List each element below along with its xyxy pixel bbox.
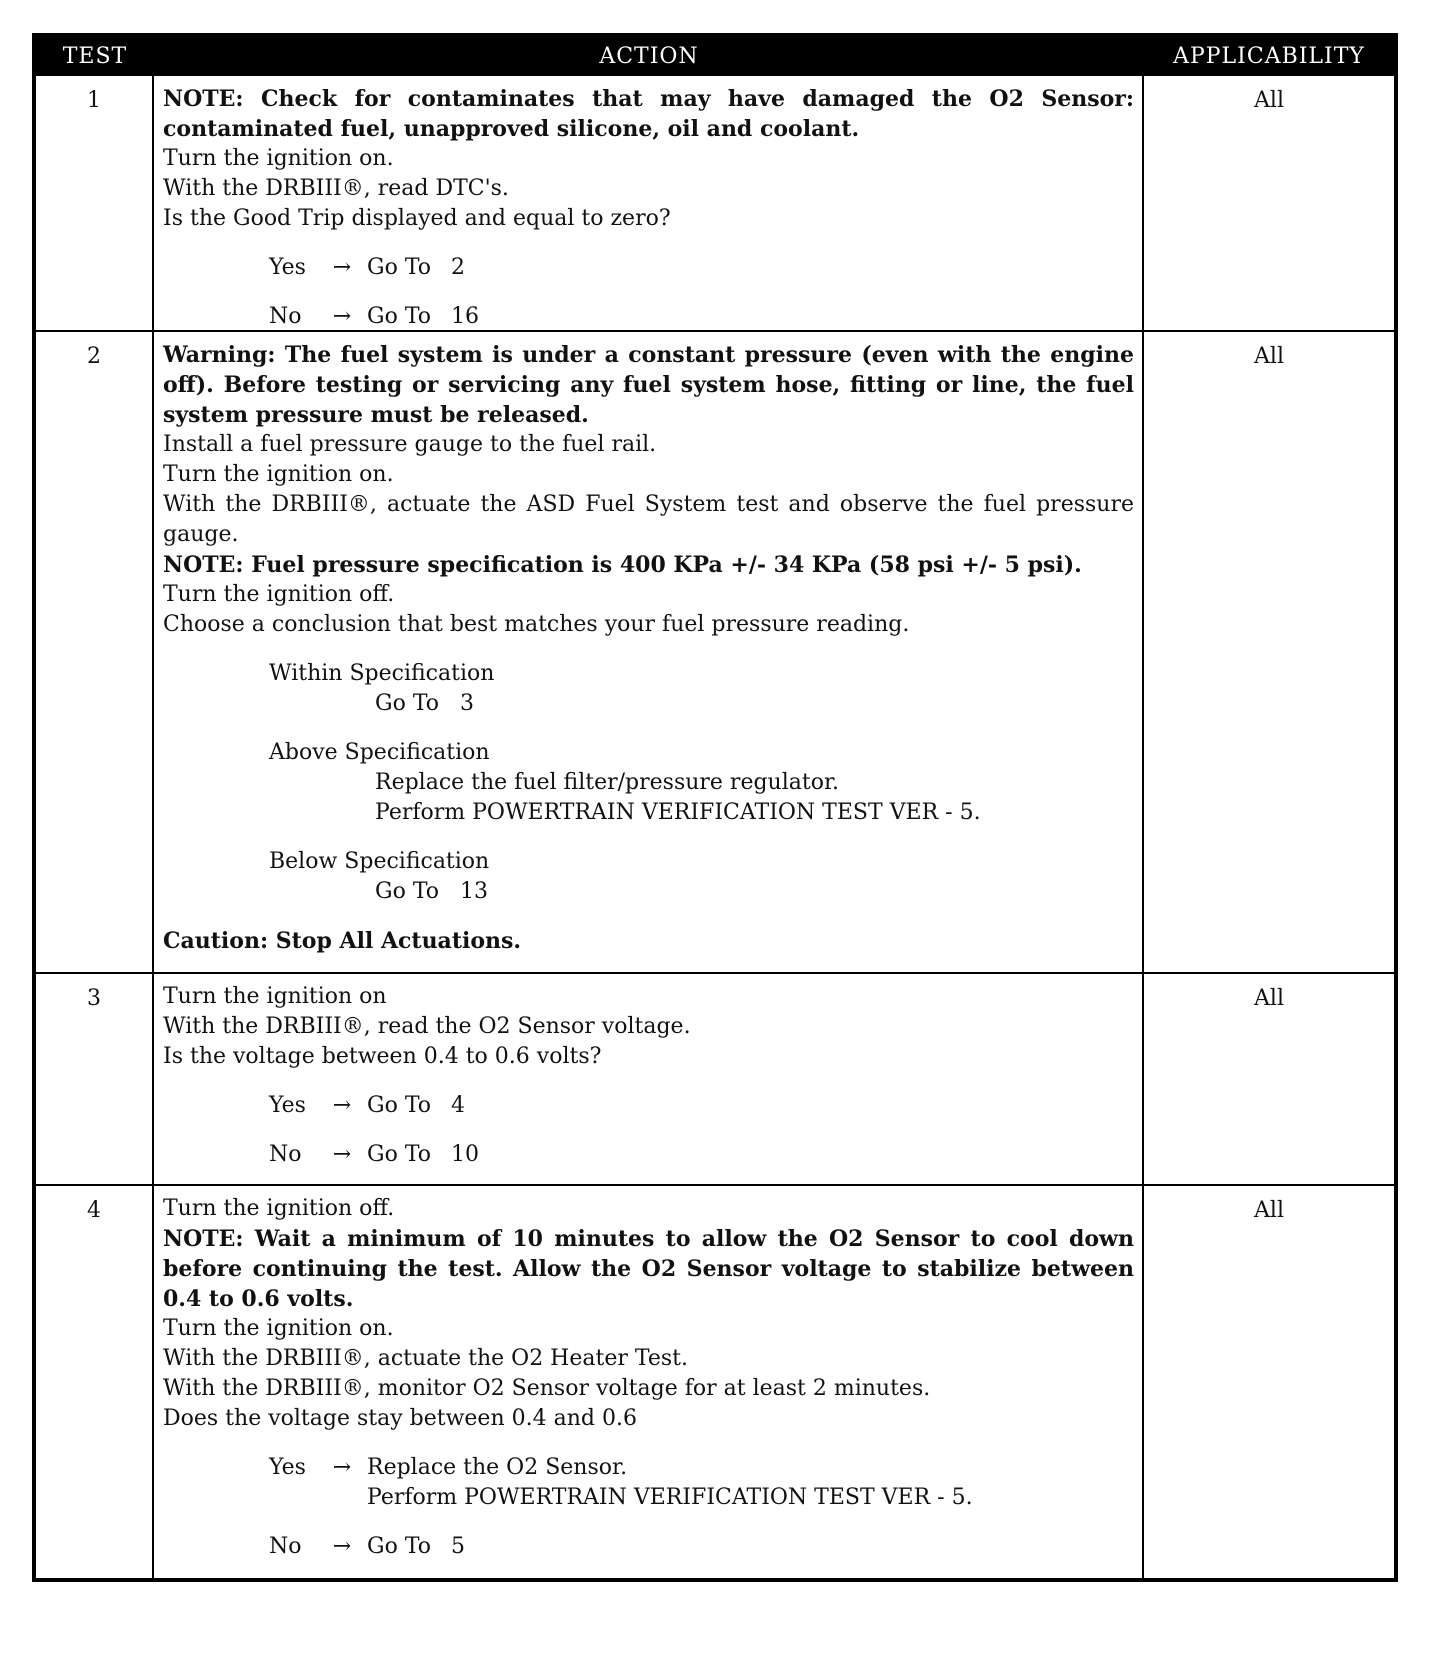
answer-yes [269, 1453, 1134, 1513]
conclusion-action: Perform POWERTRAIN VERIFICATION TEST VER - 5. [375, 800, 981, 825]
action-line: Turn the ignition on. [163, 146, 394, 171]
conclusion-within [163, 659, 1134, 719]
action-cell [154, 1186, 1144, 1578]
goto-text: Go To [367, 304, 432, 329]
answer-action: Perform POWERTRAIN VERIFICATION TEST VER - 5. [367, 1485, 973, 1510]
answer-label: Yes [269, 255, 306, 280]
caution-text: Caution: Stop All Actuations. [163, 928, 522, 954]
goto-number: 5 [451, 1534, 466, 1559]
test-number: 2 [36, 332, 154, 972]
answer-label: Yes [269, 1093, 306, 1118]
action-line: With the DRBIII®, monitor O2 Sensor voltage for at least 2 minutes. [163, 1376, 931, 1401]
applicability-value: All [1254, 344, 1284, 369]
goto-text: Go To [367, 1142, 432, 1167]
goto-number: 4 [451, 1093, 466, 1118]
answer-label: No [269, 304, 302, 329]
conclusion-title: Below Specification [269, 849, 490, 874]
conclusion-title: Within Specification [269, 661, 495, 686]
goto-text: Go To [367, 255, 432, 280]
answer-actions [367, 1453, 973, 1513]
conclusion-action: Replace the fuel filter/pressure regulator. [375, 770, 840, 795]
arrow-right-icon: → [332, 255, 352, 280]
arrow-right-icon: → [332, 1534, 352, 1559]
action-cell [154, 974, 1144, 1184]
conclusion-action: Go To 13 [375, 879, 488, 904]
test-number: 3 [36, 974, 154, 1184]
answer-label: Yes [269, 1455, 306, 1480]
answer-list [269, 253, 1134, 332]
answer-no [269, 1532, 1134, 1562]
table-row [36, 76, 1394, 330]
answer-label: No [269, 1534, 302, 1559]
goto-number: 2 [451, 255, 466, 280]
goto-number: 16 [451, 304, 480, 329]
answer-action: Replace the O2 Sensor. [367, 1455, 628, 1480]
action-line: Is the voltage between 0.4 to 0.6 volts? [163, 1044, 602, 1069]
table-row [36, 330, 1394, 972]
action-line: Install a fuel pressure gauge to the fuel rail. [163, 432, 657, 457]
action-line: With the DRBIII®, read the O2 Sensor voltage. [163, 1014, 691, 1039]
warning-text: Warning: The fuel system is under a constant pressure (even with the engine off). Before testing or servicing any fuel system hose, fitting or line, the fuel system pressure must be released. [163, 342, 1134, 428]
applicability-value: All [1254, 88, 1284, 113]
arrow-right-icon: → [332, 1142, 352, 1167]
action-line: Choose a conclusion that best matches your fuel pressure reading. [163, 612, 910, 637]
test-number: 4 [36, 1186, 154, 1578]
answer-yes [269, 253, 1134, 283]
action-line: Does the voltage stay between 0.4 and 0.6 [163, 1406, 637, 1431]
action-line: Turn the ignition on [163, 984, 387, 1009]
answer-list [269, 1091, 1134, 1170]
goto-text: Go To [367, 1093, 432, 1118]
note-text: NOTE: Check for contaminates that may have damaged the O2 Sensor: contaminated fuel, unapproved silicone, oil and coolant. [163, 86, 1134, 142]
conclusion-title: Above Specification [269, 740, 490, 765]
action-cell [154, 332, 1144, 972]
applicability-value: All [1254, 1198, 1284, 1223]
table-row [36, 1184, 1394, 1578]
table-row [36, 972, 1394, 1184]
action-line: Is the Good Trip displayed and equal to zero? [163, 206, 671, 231]
diagnostic-test-table [32, 33, 1398, 1582]
arrow-right-icon: → [332, 1093, 352, 1118]
answer-no [269, 1140, 1134, 1170]
answer-no [269, 302, 1134, 332]
action-line: Turn the ignition off. [163, 582, 395, 607]
conclusion-above [163, 738, 1134, 828]
action-line: Turn the ignition on. [163, 462, 394, 487]
action-line: Turn the ignition off. [163, 1196, 395, 1221]
arrow-right-icon: → [332, 304, 352, 329]
note-text: NOTE: Fuel pressure specification is 400 KPa +/- 34 KPa (58 psi +/- 5 psi). [163, 552, 1082, 578]
header-action: ACTION [599, 44, 699, 69]
action-line: Turn the ignition on. [163, 1316, 394, 1341]
answer-yes [269, 1091, 1134, 1121]
conclusion-action: Go To 3 [375, 691, 474, 716]
test-number: 1 [36, 76, 154, 330]
action-cell [154, 76, 1144, 330]
table-header [36, 37, 1394, 76]
arrow-right-icon: → [332, 1455, 352, 1480]
answer-label: No [269, 1142, 302, 1167]
conclusion-below [163, 847, 1134, 907]
action-line: With the DRBIII®, actuate the O2 Heater Test. [163, 1346, 688, 1371]
goto-text: Go To [367, 1534, 432, 1559]
action-line: With the DRBIII®, actuate the ASD Fuel System test and observe the fuel pressure gauge. [163, 492, 1134, 547]
action-line: With the DRBIII®, read DTC's. [163, 176, 509, 201]
note-text: NOTE: Wait a minimum of 10 minutes to allow the O2 Sensor to cool down before continuing the test. Allow the O2 Sensor voltage to stabilize between 0.4 to 0.6 volts. [163, 1226, 1134, 1312]
answer-list [269, 1453, 1134, 1562]
header-test: TEST [62, 44, 128, 69]
goto-number: 10 [451, 1142, 480, 1167]
header-applicability: APPLICABILITY [1173, 44, 1365, 69]
applicability-value: All [1254, 986, 1284, 1011]
